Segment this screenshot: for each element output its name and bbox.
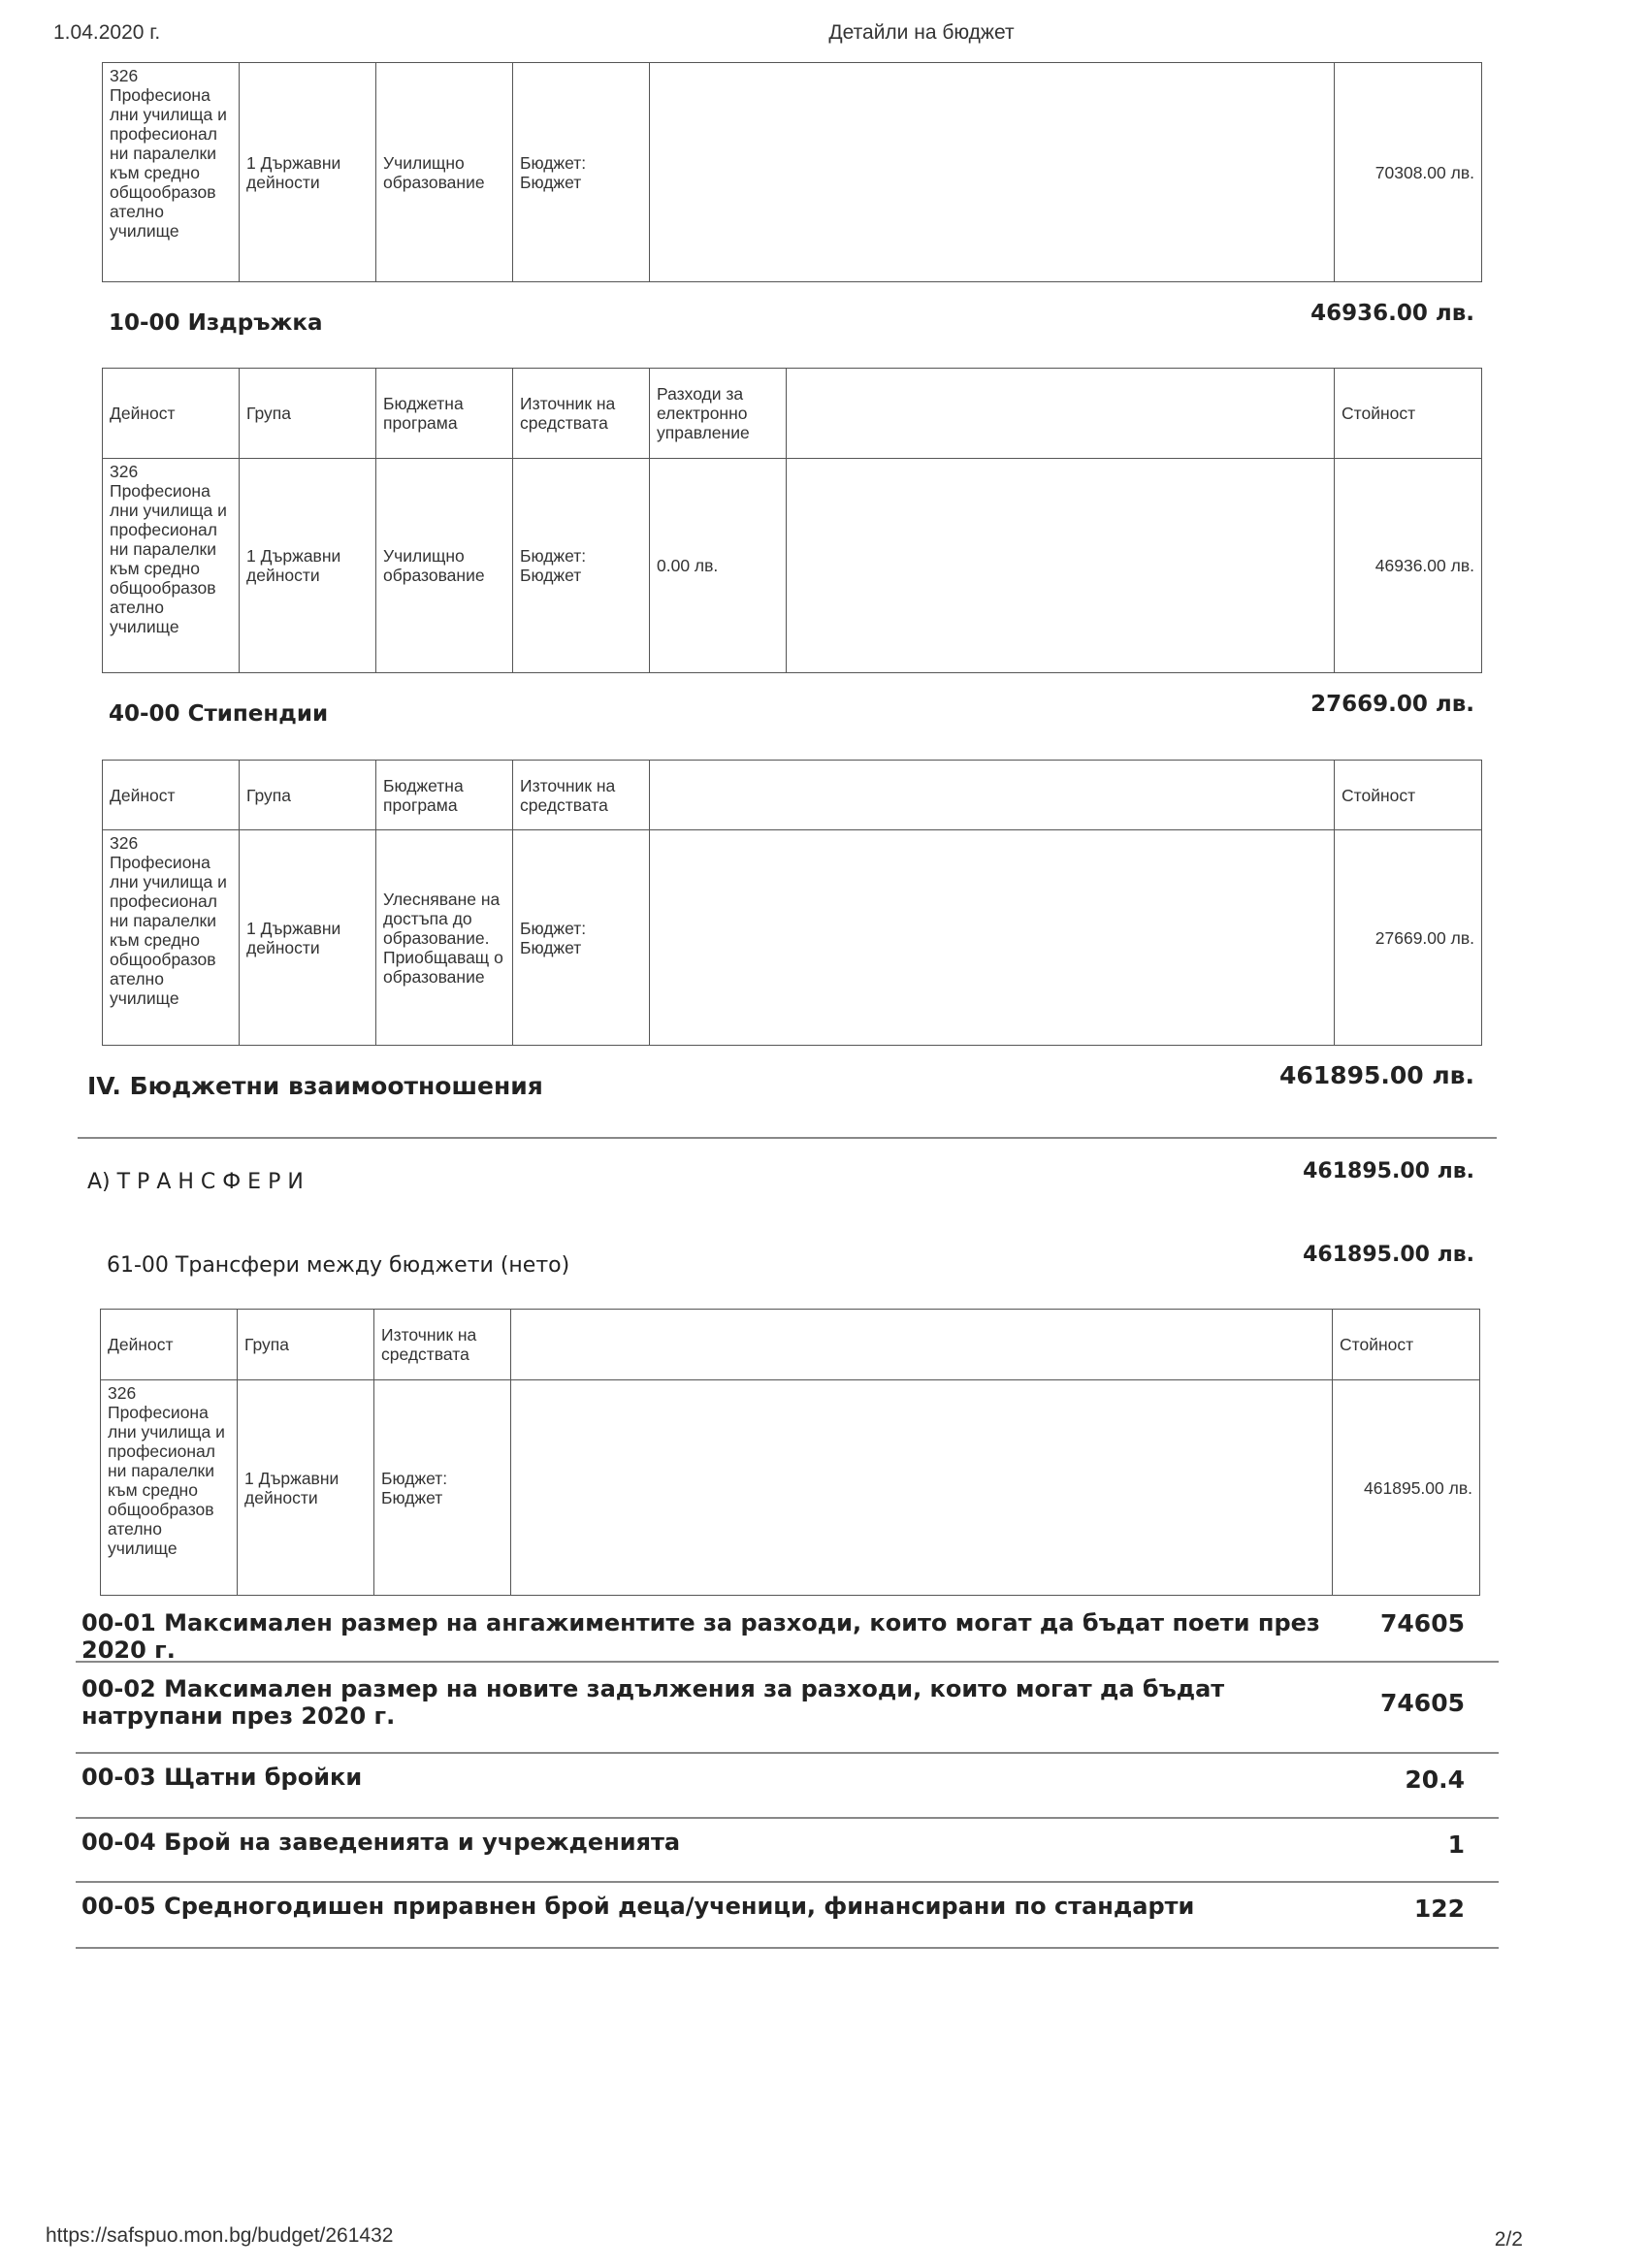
table-row <box>103 459 1482 673</box>
value-cell: 70308.00 лв. <box>1335 63 1482 282</box>
activity-cell: 326 Професиона лни училища и професионал ни паралелки към средно общообразов ателно училище <box>103 459 240 673</box>
col-group: Група <box>240 369 376 459</box>
section-amount: 46936.00 лв. <box>1310 301 1474 326</box>
section-title: А) Т Р А Н С Ф Е Р И <box>87 1170 304 1194</box>
egov-cell: 0.00 лв. <box>650 459 787 673</box>
section-amount: 27669.00 лв. <box>1310 692 1474 717</box>
table-header-row <box>103 369 1482 459</box>
empty-cell <box>650 761 1335 830</box>
source-cell: Бюджет: Бюджет <box>513 830 650 1046</box>
col-program: Бюджетна програма <box>376 369 513 459</box>
group-cell: 1 Държавни дейности <box>238 1380 374 1596</box>
budget-table-scholarships <box>102 760 1482 1046</box>
budget-table-maintenance <box>102 368 1482 673</box>
section-title: 40-00 Стипендии <box>109 701 329 727</box>
activity-cell: 326 Професиона лни училища и професионал ни паралелки към средно общообразов ателно училище <box>103 63 240 282</box>
table-row <box>103 830 1482 1046</box>
divider <box>78 1137 1497 1139</box>
page-number: 2/2 <box>1494 2228 1523 2251</box>
indicator-label: 00-03 Щатни бройки <box>81 1764 363 1791</box>
section-title: 10-00 Издръжка <box>109 310 323 336</box>
divider <box>76 1817 1499 1819</box>
col-source: Източник на средствата <box>374 1310 511 1380</box>
empty-cell <box>787 369 1335 459</box>
page-header-title: Детайли на бюджет <box>828 21 1015 44</box>
source-cell: Бюджет: Бюджет <box>513 63 650 282</box>
value-cell: 27669.00 лв. <box>1335 830 1482 1046</box>
section-amount: 461895.00 лв. <box>1303 1243 1474 1267</box>
program-cell: Училищно образование <box>376 63 513 282</box>
col-egov: Разходи за електронно управление <box>650 369 787 459</box>
indicator-value: 74605 <box>1380 1689 1465 1717</box>
empty-cell <box>650 830 1335 1046</box>
section-amount: 461895.00 лв. <box>1279 1061 1474 1089</box>
col-group: Група <box>240 761 376 830</box>
group-cell: 1 Държавни дейности <box>240 63 376 282</box>
col-group: Група <box>238 1310 374 1380</box>
section-amount: 461895.00 лв. <box>1303 1159 1474 1183</box>
col-source: Източник на средствата <box>513 369 650 459</box>
budget-table-top <box>102 62 1482 282</box>
print-date: 1.04.2020 г. <box>53 21 161 44</box>
divider <box>76 1881 1499 1883</box>
indicator-label: 00-01 Максимален размер на ангажиментите за разходи, които могат да бъдат поети през 2020 г. <box>81 1609 1320 1664</box>
col-value: Стойност <box>1333 1310 1480 1380</box>
col-activity: Дейност <box>101 1310 238 1380</box>
table-row <box>101 1380 1480 1596</box>
group-cell: 1 Държавни дейности <box>240 459 376 673</box>
table-header-row <box>103 761 1482 830</box>
activity-cell: 326 Професиона лни училища и професионал ни паралелки към средно общообразов ателно училище <box>101 1380 238 1596</box>
page-url: https://safspuo.mon.bg/budget/261432 <box>46 2224 394 2247</box>
indicator-value: 20.4 <box>1405 1766 1465 1794</box>
empty-cell <box>787 459 1335 673</box>
col-value: Стойност <box>1335 369 1482 459</box>
empty-cell <box>511 1310 1333 1380</box>
activity-cell: 326 Професиона лни училища и професионал ни паралелки към средно общообразов ателно училище <box>103 830 240 1046</box>
col-activity: Дейност <box>103 369 240 459</box>
table-header-row <box>101 1310 1480 1380</box>
col-source: Източник на средствата <box>513 761 650 830</box>
value-cell: 461895.00 лв. <box>1333 1380 1480 1596</box>
program-cell: Училищно образование <box>376 459 513 673</box>
section-title: 61-00 Трансфери между бюджети (нето) <box>107 1253 570 1278</box>
value-cell: 46936.00 лв. <box>1335 459 1482 673</box>
col-activity: Дейност <box>103 761 240 830</box>
source-cell: Бюджет: Бюджет <box>374 1380 511 1596</box>
indicator-value: 1 <box>1447 1831 1465 1859</box>
divider <box>76 1947 1499 1949</box>
empty-cell <box>650 63 1335 282</box>
indicator-value: 74605 <box>1380 1609 1465 1637</box>
empty-cell <box>511 1380 1333 1596</box>
group-cell: 1 Държавни дейности <box>240 830 376 1046</box>
source-cell: Бюджет: Бюджет <box>513 459 650 673</box>
col-program: Бюджетна програма <box>376 761 513 830</box>
col-value: Стойност <box>1335 761 1482 830</box>
divider <box>76 1661 1499 1663</box>
indicator-label: 00-04 Брой на заведенията и учрежденията <box>81 1829 681 1856</box>
program-cell: Улесняване на достъпа до образование. Приобщаващ о образование <box>376 830 513 1046</box>
budget-table-transfers <box>100 1309 1480 1596</box>
divider <box>76 1752 1499 1754</box>
indicator-value: 122 <box>1413 1895 1465 1923</box>
indicator-label: 00-05 Средногодишен приравнен брой деца/ученици, финансирани по стандарти <box>81 1893 1195 1920</box>
indicator-label: 00-02 Максимален размер на новите задължения за разходи, които могат да бъдат натрупани през 2020 г. <box>81 1675 1225 1730</box>
table-row <box>103 63 1482 282</box>
section-title: IV. Бюджетни взаимоотношения <box>87 1072 543 1100</box>
